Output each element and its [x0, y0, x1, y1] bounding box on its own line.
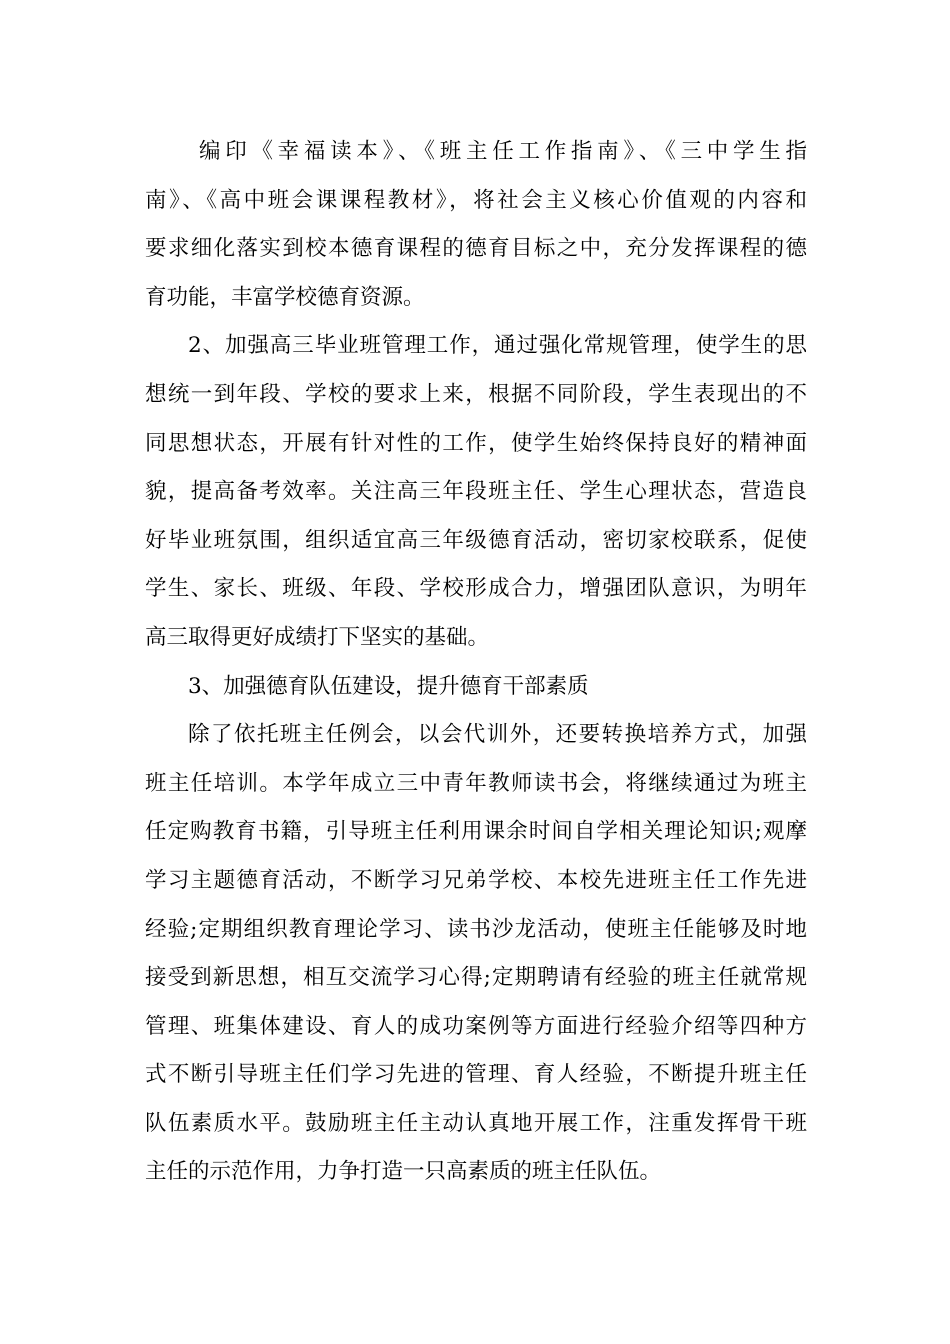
- text-line: 貌，提高备考效率。关注高三年段班主任、学生心理状态，营造良: [145, 479, 807, 505]
- text-line: 要求细化落实到校本德育课程的德育目标之中，充分发挥课程的德: [145, 236, 807, 262]
- text-line: 管理、班集体建设、育人的成功案例等方面进行经验介绍等四种方: [145, 1013, 807, 1039]
- text-line: 南》、《高中班会课课程教材》，将社会主义核心价值观的内容和: [145, 187, 807, 213]
- text-line: 同思想状态，开展有针对性的工作，使学生始终保持良好的精神面: [145, 430, 807, 456]
- text-line: 任定购教育书籍，引导班主任利用课余时间自学相关理论知识;观摩: [145, 819, 807, 845]
- text-line: 育功能，丰富学校德育资源。: [145, 284, 425, 310]
- body-text: [145, 128, 807, 1197]
- text-line: 式不断引导班主任们学习先进的管理、育人经验，不断提升班主任: [145, 1062, 807, 1088]
- text-line: 学习主题德育活动，不断学习兄弟学校、本校先进班主任工作先进: [145, 867, 807, 893]
- text-line: 学生、家长、班级、年段、学校形成合力，增强团队意识，为明年: [145, 576, 807, 602]
- text-line: 好毕业班氛围，组织适宜高三年级德育活动，密切家校联系，促使: [145, 527, 807, 553]
- text-line: 主任的示范作用，力争打造一只高素质的班主任队伍。: [145, 1159, 662, 1185]
- text-line: 高三取得更好成绩打下坚实的基础。: [145, 624, 490, 650]
- text-line: 2、加强高三毕业班管理工作，通过强化常规管理，使学生的思: [188, 333, 807, 359]
- text-line: 经验;定期组织教育理论学习、读书沙龙活动，使班主任能够及时地: [145, 916, 807, 942]
- text-line: 接受到新思想，相互交流学习心得;定期聘请有经验的班主任就常规: [145, 965, 807, 991]
- text-line: 编印《幸福读本》、《班主任工作指南》、《三中学生指: [199, 139, 807, 164]
- text-line: 队伍素质水平。鼓励班主任主动认真地开展工作，注重发挥骨干班: [145, 1110, 807, 1136]
- text-line: 除了依托班主任例会，以会代训外，还要转换培养方式，加强: [188, 722, 807, 748]
- text-line: 班主任培训。本学年成立三中青年教师读书会，将继续通过为班主: [145, 770, 807, 796]
- text-line: 想统一到年段、学校的要求上来，根据不同阶段，学生表现出的不: [145, 381, 807, 407]
- section-heading: 3、加强德育队伍建设，提升德育干部素质: [188, 673, 589, 699]
